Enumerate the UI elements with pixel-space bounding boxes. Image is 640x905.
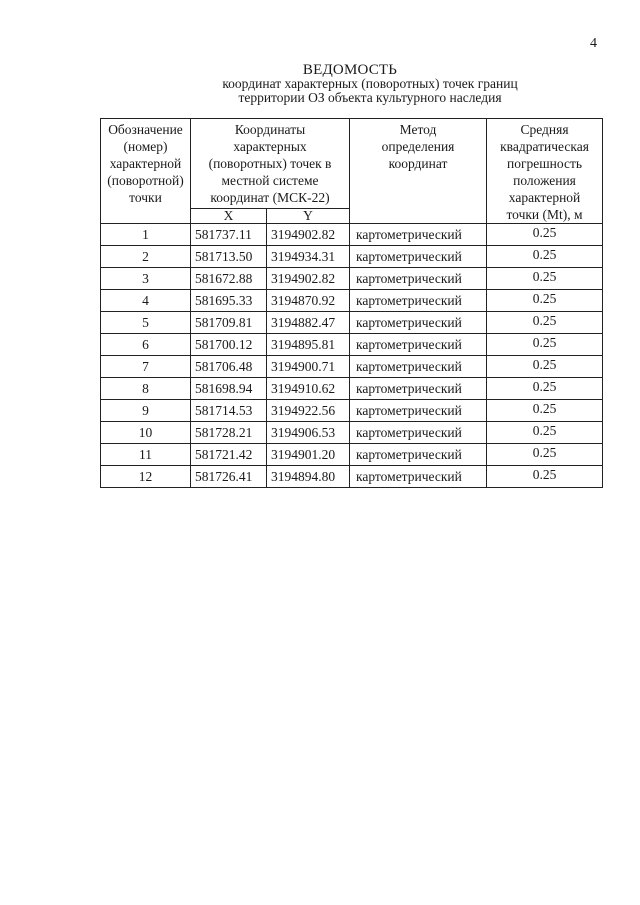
table-row [101,224,603,246]
document-title: ВЕДОМОСТЬ [302,62,398,78]
method-cell: картометрический [350,356,487,378]
point-number-cell: 5 [101,312,191,334]
table-row [101,334,603,356]
header-line: характерных [233,139,307,154]
point-number-cell: 10 [101,422,191,444]
table-row [101,378,603,400]
error-cell: 0.25 [487,268,603,290]
table-row [101,400,603,422]
error-cell: 0.25 [487,224,603,246]
header-line: положения [513,173,576,188]
point-number-cell: 1 [101,224,191,246]
x-coordinate-cell: 581721.42 [191,444,267,466]
header-line: точки [129,190,162,205]
y-coordinate-cell: 3194900.71 [267,356,350,378]
point-number-cell: 12 [101,466,191,488]
table-body [101,224,603,488]
method-cell: картометрический [350,334,487,356]
method-cell: картометрический [350,400,487,422]
header-error [487,119,603,224]
header-point-designation [101,119,191,224]
header-line: определения [381,139,455,154]
table-row [101,312,603,334]
table-row [101,356,603,378]
header-line: Метод [399,122,437,137]
y-coordinate-cell: 3194906.53 [267,422,350,444]
x-coordinate-cell: 581698.94 [191,378,267,400]
header-line: погрешность [507,156,583,171]
table-row [101,246,603,268]
method-cell: картометрический [350,378,487,400]
point-number-cell: 2 [101,246,191,268]
table-row [101,466,603,488]
y-coordinate-cell: 3194895.81 [267,334,350,356]
method-cell: картометрический [350,224,487,246]
point-number-cell: 3 [101,268,191,290]
y-coordinate-cell: 3194910.62 [267,378,350,400]
y-coordinate-cell: 3194870.92 [267,290,350,312]
coordinates-table [100,118,603,488]
x-coordinate-cell: 581695.33 [191,290,267,312]
header-line: Средняя [520,122,569,137]
error-cell: 0.25 [487,356,603,378]
error-cell: 0.25 [487,400,603,422]
header-line: (поворотных) точек в [208,156,332,171]
point-number-cell: 4 [101,290,191,312]
x-coordinate-cell: 581709.81 [191,312,267,334]
table-row [101,444,603,466]
header-x: X [191,208,267,223]
header-line: Координаты [234,122,306,137]
table-header-row [101,119,603,209]
method-cell: картометрический [350,268,487,290]
table-row [101,268,603,290]
error-cell: 0.25 [487,422,603,444]
method-cell: картометрический [350,312,487,334]
point-number-cell: 8 [101,378,191,400]
title-block [100,63,600,105]
point-number-cell: 7 [101,356,191,378]
error-cell: 0.25 [487,290,603,312]
point-number-cell: 9 [101,400,191,422]
document-subtitle-line-2: территории ОЗ объекта культурного наследия [238,90,502,105]
header-method [350,119,487,224]
method-cell: картометрический [350,246,487,268]
header-line: (поворотной) [107,173,184,188]
header-line: (номер) [123,139,168,154]
x-coordinate-cell: 581700.12 [191,334,267,356]
y-coordinate-cell: 3194901.20 [267,444,350,466]
x-coordinate-cell: 581672.88 [191,268,267,290]
point-number-cell: 6 [101,334,191,356]
header-line: координат (МСК-22) [210,190,330,205]
error-cell: 0.25 [487,246,603,268]
table-row [101,422,603,444]
header-line: местной системе [221,173,319,188]
error-cell: 0.25 [487,378,603,400]
y-coordinate-cell: 3194934.31 [267,246,350,268]
method-cell: картометрический [350,290,487,312]
y-coordinate-cell: 3194922.56 [267,400,350,422]
header-line: квадратическая [500,139,589,154]
header-y: Y [267,208,350,223]
method-cell: картометрический [350,422,487,444]
error-cell: 0.25 [487,312,603,334]
x-coordinate-cell: 581726.41 [191,466,267,488]
header-line: характерной [508,190,581,205]
x-coordinate-cell: 581714.53 [191,400,267,422]
error-cell: 0.25 [487,334,603,356]
x-coordinate-cell: 581713.50 [191,246,267,268]
header-line: Обозначение [108,122,183,137]
y-coordinate-cell: 3194882.47 [267,312,350,334]
header-coordinates [191,119,350,209]
y-coordinate-cell: 3194902.82 [267,224,350,246]
method-cell: картометрический [350,466,487,488]
y-coordinate-cell: 3194894.80 [267,466,350,488]
method-cell: картометрический [350,444,487,466]
x-coordinate-cell: 581737.11 [191,224,267,246]
header-line: координат [388,156,448,171]
x-coordinate-cell: 581728.21 [191,422,267,444]
error-cell: 0.25 [487,444,603,466]
point-number-cell: 11 [101,444,191,466]
page-number: 4 [590,36,597,51]
x-coordinate-cell: 581706.48 [191,356,267,378]
header-line: характерной [109,156,182,171]
document-subtitle-line-1: координат характерных (поворотных) точек границ [222,76,518,91]
header-line: точки (Mt), м [506,207,583,222]
error-cell: 0.25 [487,466,603,488]
table-row [101,290,603,312]
y-coordinate-cell: 3194902.82 [267,268,350,290]
